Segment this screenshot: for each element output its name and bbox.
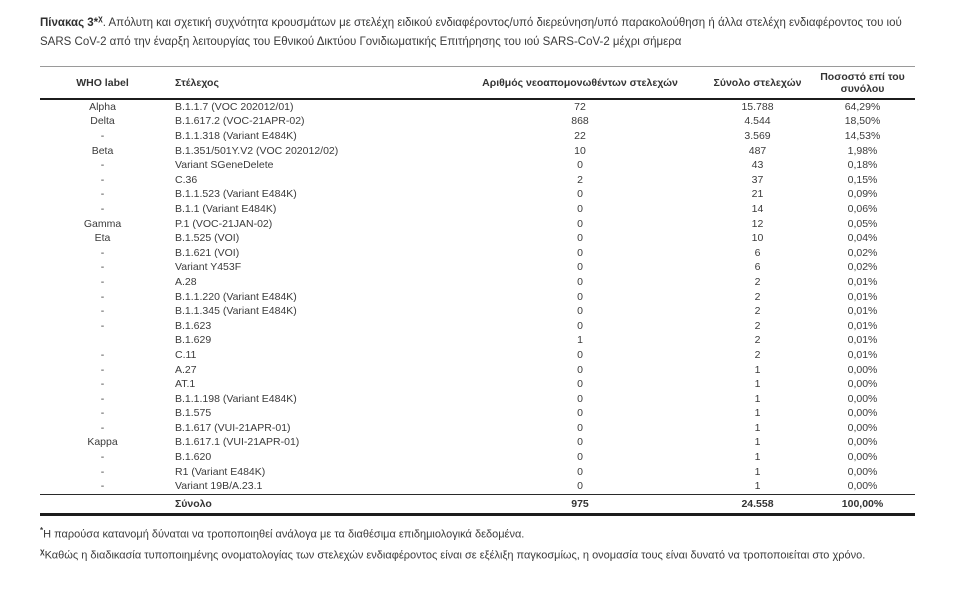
new-isolates-cell: 0 — [577, 275, 583, 288]
document-title — [40, 9, 932, 52]
strain-cell: B.1.617.1 (VUI-21APR-01) — [175, 436, 300, 449]
new-isolates-cell: 0 — [577, 363, 583, 376]
percent-cell: 0,00% — [847, 480, 878, 493]
percent-cell: 0,01% — [847, 290, 878, 303]
percent-cell: 0,01% — [847, 319, 878, 332]
total-strains-cell: 2 — [754, 290, 761, 303]
new-isolates-cell: 10 — [574, 144, 586, 157]
table-row — [40, 275, 915, 290]
table-row — [40, 479, 915, 494]
table-row — [40, 129, 915, 144]
table-row — [40, 144, 915, 159]
new-isolates-cell: 0 — [577, 451, 583, 464]
percent-cell: 0,01% — [847, 334, 878, 347]
strain-cell: B.1.1 (Variant E484K) — [175, 202, 277, 215]
total-strains-cell: 10 — [751, 232, 764, 245]
table-row — [40, 158, 915, 173]
new-isolates-cell: 0 — [577, 159, 583, 172]
table-row — [40, 406, 915, 421]
strain-cell: B.1.617.2 (VOC-21APR-02) — [175, 115, 305, 128]
total-strains-cell: 6 — [754, 246, 761, 259]
who-label-cell: - — [100, 392, 105, 405]
footnote-2-text: Καθώς η διαδικασία τυποποιημένης ονοματολογίας των στελεχών ενδιαφέροντος είναι σε εξέλιξη παγκοσμίως, η ονομασία τους είναι δυνατό να τροποποιείται στο χρόνο. — [44, 549, 866, 562]
total-strains-cell: 14 — [751, 202, 764, 215]
percent-cell: 0,00% — [847, 392, 878, 405]
percent-cell: 0,01% — [847, 305, 878, 318]
table-row — [40, 231, 915, 246]
who-label-cell: - — [100, 319, 105, 332]
table-row — [40, 173, 915, 188]
strain-cell: R1 (Variant E484K) — [175, 465, 266, 478]
percent-cell: 0,01% — [847, 275, 878, 288]
strain-header: Στέλεχος — [175, 76, 219, 89]
who-label-cell: - — [100, 451, 105, 464]
who-label-cell: - — [100, 378, 105, 391]
new-isolates-cell: 0 — [577, 436, 583, 449]
who-label-cell: - — [100, 290, 105, 303]
who-label-cell: Gamma — [83, 217, 122, 230]
new-isolates-cell: 0 — [577, 348, 583, 361]
who-label-cell: Alpha — [89, 100, 116, 113]
table-row — [40, 290, 915, 305]
new-isolates-cell: 2 — [577, 173, 583, 186]
percent-cell: 0,00% — [847, 378, 878, 391]
table-row — [40, 99, 915, 115]
total-strains-cell: 15.788 — [741, 100, 774, 113]
total-strains-header: Σύνολο στελεχών — [713, 76, 802, 89]
percent-cell: 0,01% — [847, 348, 878, 361]
percent-header: Ποσοστό επί του συνόλου — [820, 70, 905, 95]
total-strains-cell: 12 — [751, 217, 764, 230]
who-label-cell: - — [100, 202, 105, 215]
new-isolates-cell: 0 — [577, 305, 583, 318]
new-isolates-cell: 0 — [577, 188, 583, 201]
who-label-cell: - — [100, 305, 105, 318]
new-isolates-cell: 0 — [577, 407, 583, 420]
total-strains-cell: 1 — [754, 480, 761, 493]
strain-cell: B.1.1.318 (Variant E484K) — [175, 130, 297, 143]
who-label-cell: Beta — [91, 144, 114, 157]
percent-cell: 0,00% — [847, 465, 878, 478]
who-label-cell: - — [100, 407, 105, 420]
table-row — [40, 363, 915, 378]
percent-cell: 18,50% — [844, 115, 881, 128]
total-strains-cell: 1 — [754, 421, 761, 434]
percent-cell: 0,00% — [847, 363, 878, 376]
strain-cell: B.1.617 (VUI-21APR-01) — [175, 421, 291, 434]
total-strains-cell: 1 — [754, 378, 761, 391]
total-strains-cell: 1 — [754, 392, 761, 405]
percent-cell: 0,02% — [847, 246, 878, 259]
total-strains-cell: 2 — [754, 334, 761, 347]
who-label-cell: Kappa — [87, 436, 118, 449]
who-label-cell: - — [100, 421, 105, 434]
table-row — [40, 392, 915, 407]
new-isolates-cell: 0 — [577, 232, 583, 245]
strain-cell: B.1.620 — [175, 451, 212, 464]
percent-cell: 0,00% — [847, 421, 878, 434]
who-label-cell: - — [100, 130, 105, 143]
strain-cell: C.36 — [175, 173, 198, 186]
table-row — [40, 450, 915, 465]
table-row — [40, 377, 915, 392]
percent-cell: 0,00% — [847, 407, 878, 420]
total-strains-cell: 487 — [748, 144, 767, 157]
table-row — [40, 435, 915, 450]
table-row — [40, 187, 915, 202]
who-label-cell — [40, 333, 165, 348]
strain-cell: AT.1 — [175, 378, 196, 391]
title-text: . Απόλυτη και σχετική συχνότητα κρουσμάτων με στελέχη ειδικού ενδιαφέροντος/υπό διερεύνηση/υπό παρακολούθηση ή άλλα στελέχη ενδιαφέροντος του ιού SARS CoV-2 από την έναρξη λειτουργίας του Εθνικού Δικτύου Γονιδιωματικής Επιτήρησης του ιού SARS-CoV-2 μέχρι σήμερα — [40, 16, 902, 48]
percent-cell: 0,18% — [847, 159, 878, 172]
who-label-cell: Eta — [94, 232, 111, 245]
strains-table — [40, 66, 915, 516]
who-label-cell: - — [100, 173, 105, 186]
total-strains-cell: 37 — [751, 173, 764, 186]
footnotes — [40, 523, 925, 564]
strain-cell: B.1.1.523 (Variant E484K) — [175, 188, 297, 201]
table-body — [40, 99, 915, 495]
strain-cell: B.1.575 — [175, 407, 212, 420]
percent-cell: 0,00% — [847, 451, 878, 464]
percent-cell: 0,05% — [847, 217, 878, 230]
title-bold-label: Πίνακας 3*$^\chi$ — [40, 14, 103, 29]
who-label-cell: - — [100, 246, 105, 259]
strain-cell: A.28 — [175, 275, 197, 288]
strain-cell: B.1.621 (VOI) — [175, 246, 240, 259]
new-isolates-cell: 22 — [574, 130, 586, 143]
total-strains-cell: 1 — [754, 451, 761, 464]
new-isolates-cell: 0 — [577, 246, 583, 259]
strain-cell: Variant SGeneDelete — [175, 159, 274, 172]
new-isolates-cell: 0 — [577, 465, 583, 478]
strain-cell: Variant Y453F — [175, 261, 242, 274]
new-isolates-cell: 72 — [574, 100, 586, 113]
footnote-2-marker: χ — [40, 547, 45, 557]
new-isolates-cell: 1 — [577, 334, 583, 347]
total-strains-cell: 2 — [754, 319, 761, 332]
new-isolates-cell: 0 — [577, 378, 583, 391]
total-strains-cell: 21 — [751, 188, 764, 201]
total-strains-cell: 1 — [754, 407, 761, 420]
who-label-cell: - — [100, 275, 105, 288]
total-strains-cell: 2 — [754, 275, 761, 288]
table-row — [40, 202, 915, 217]
who-label-cell: - — [100, 188, 105, 201]
total-label-cell: Σύνολο — [175, 497, 212, 510]
footnote-1 — [40, 523, 925, 543]
total-strains-cell: 4.544 — [744, 115, 771, 128]
percent-cell: 0,06% — [847, 202, 878, 215]
total-strains-cell: 1 — [754, 363, 761, 376]
percent-cell: 0,00% — [847, 436, 878, 449]
who-label-header: WHO label — [76, 76, 129, 89]
percent-cell: 14,53% — [844, 130, 881, 143]
strain-cell: B.1.351/501Y.V2 (VOC 202012/02) — [175, 144, 339, 157]
table-row — [40, 333, 915, 348]
who-label-cell: - — [100, 363, 105, 376]
total-strains-cell: 1 — [754, 465, 761, 478]
total-strains-cell: 6 — [754, 261, 761, 274]
who-label-cell: - — [100, 480, 105, 493]
total-new-isolates-cell: 975 — [571, 497, 589, 510]
new-isolates-cell: 0 — [577, 290, 583, 303]
strain-cell: B.1.1.7 (VOC 202012/01) — [175, 100, 294, 113]
strain-cell: B.1.623 — [175, 319, 212, 332]
total-row — [40, 494, 915, 514]
total-strains-cell: 43 — [751, 159, 764, 172]
who-label-cell: Delta — [90, 115, 115, 128]
percent-cell: 1,98% — [847, 144, 878, 157]
percent-cell: 0,09% — [847, 188, 878, 201]
total-strains-cell: 3.569 — [744, 130, 771, 143]
table-row — [40, 465, 915, 480]
strain-cell: B.1.1.345 (Variant E484K) — [175, 305, 297, 318]
new-isolates-cell: 0 — [577, 217, 583, 230]
new-isolates-cell: 0 — [577, 421, 583, 434]
strain-cell: Variant 19B/A.23.1 — [175, 480, 263, 493]
new-isolates-cell: 0 — [577, 480, 583, 493]
strain-cell: B.1.525 (VOI) — [175, 232, 240, 245]
percent-cell: 0,02% — [847, 261, 878, 274]
strain-cell: P.1 (VOC-21JAN-02) — [175, 217, 273, 230]
table-row — [40, 348, 915, 363]
who-label-cell: - — [100, 465, 105, 478]
table-row — [40, 217, 915, 232]
new-isolates-cell: 0 — [577, 261, 583, 274]
strain-cell: B.1.1.198 (Variant E484K) — [175, 392, 297, 405]
who-label-cell: - — [100, 159, 105, 172]
percent-cell: 0,15% — [847, 173, 878, 186]
total-percent-cell: 100,00% — [841, 497, 884, 510]
total-strains-cell: 2 — [754, 305, 761, 318]
new-isolates-cell: 0 — [577, 202, 583, 215]
table-row — [40, 114, 915, 129]
strain-cell: B.1.629 — [175, 334, 212, 347]
table-row — [40, 246, 915, 261]
table-row — [40, 304, 915, 319]
table-header-row — [40, 66, 915, 99]
total-who-label-cell — [40, 494, 165, 514]
title-superscript: χ — [98, 14, 103, 23]
strain-cell: A.27 — [175, 363, 197, 376]
table-row — [40, 421, 915, 436]
footnote-2 — [40, 544, 925, 564]
who-label-cell: - — [100, 348, 105, 361]
who-label-cell: - — [100, 261, 105, 274]
total-strains-cell: 24.558 — [741, 497, 774, 510]
footnote-1-text: Η παρούσα κατανομή δύναται να τροποποιηθεί ανάλογα με τα διαθέσιμα επιδημιολογικά δεδομένα. — [43, 528, 525, 541]
new-isolates-header: Αριθμός νεοαπομονωθέντων στελεχών — [482, 76, 678, 89]
new-isolates-cell: 0 — [577, 319, 583, 332]
table-row — [40, 319, 915, 334]
new-isolates-cell: 0 — [577, 392, 583, 405]
footnote-1-marker: * — [40, 525, 44, 535]
strain-cell: C.11 — [175, 348, 197, 361]
strain-cell: B.1.1.220 (Variant E484K) — [175, 290, 297, 303]
table-row — [40, 260, 915, 275]
percent-cell: 64,29% — [844, 100, 881, 113]
total-strains-cell: 2 — [754, 348, 761, 361]
total-strains-cell: 1 — [754, 436, 761, 449]
new-isolates-cell: 868 — [571, 115, 589, 128]
percent-cell: 0,04% — [847, 232, 878, 245]
